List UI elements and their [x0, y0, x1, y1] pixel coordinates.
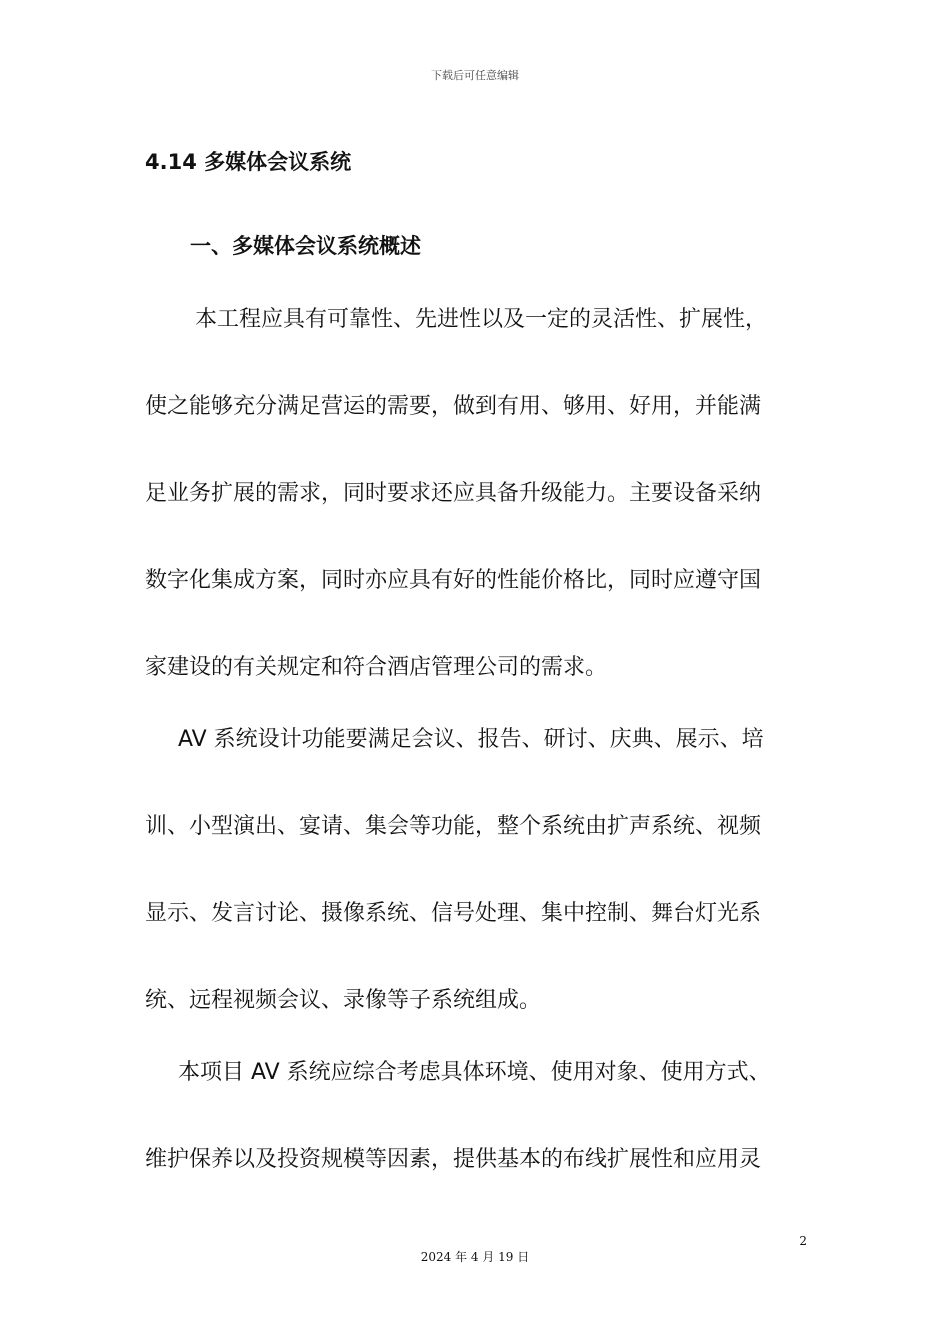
paragraph-line: 维护保养以及投资规模等因素，提供基本的布线扩展性和应用灵 [145, 1147, 762, 1172]
subsection-title: 一、多媒体会议系统概述 [190, 234, 421, 258]
paragraph-line: 训、小型演出、宴请、集会等功能，整个系统由扩声系统、视频 [145, 814, 762, 839]
paragraph-line: 家建设的有关规定和符合酒店管理公司的需求。 [145, 655, 608, 680]
paragraph-line: 本工程应具有可靠性、先进性以及一定的灵活性、扩展性， [195, 307, 768, 332]
header-note: 下载后可任意编辑 [431, 69, 519, 82]
paragraph-line: AV 系统设计功能要满足会议、报告、研讨、庆典、展示、培 [178, 727, 764, 752]
paragraph-line: 本项目 AV 系统应综合考虑具体环境、使用对象、使用方式、 [178, 1060, 771, 1085]
page-number: 2 [799, 1234, 807, 1248]
paragraph-line: 数字化集成方案，同时亦应具有好的性能价格比，同时应遵守国 [145, 568, 762, 593]
paragraph-line: 统、远程视频会议、录像等子系统组成。 [145, 988, 542, 1013]
paragraph-line: 使之能够充分满足营运的需要，做到有用、够用、好用，并能满 [145, 394, 762, 419]
paragraph-line: 显示、发言讨论、摄像系统、信号处理、集中控制、舞台灯光系 [145, 901, 762, 926]
paragraph-line: 足业务扩展的需求，同时要求还应具备升级能力。主要设备采纳 [145, 481, 762, 506]
section-title: 4.14 多媒体会议系统 [145, 150, 352, 174]
footer-date: 2024 年 4 月 19 日 [420, 1250, 530, 1264]
